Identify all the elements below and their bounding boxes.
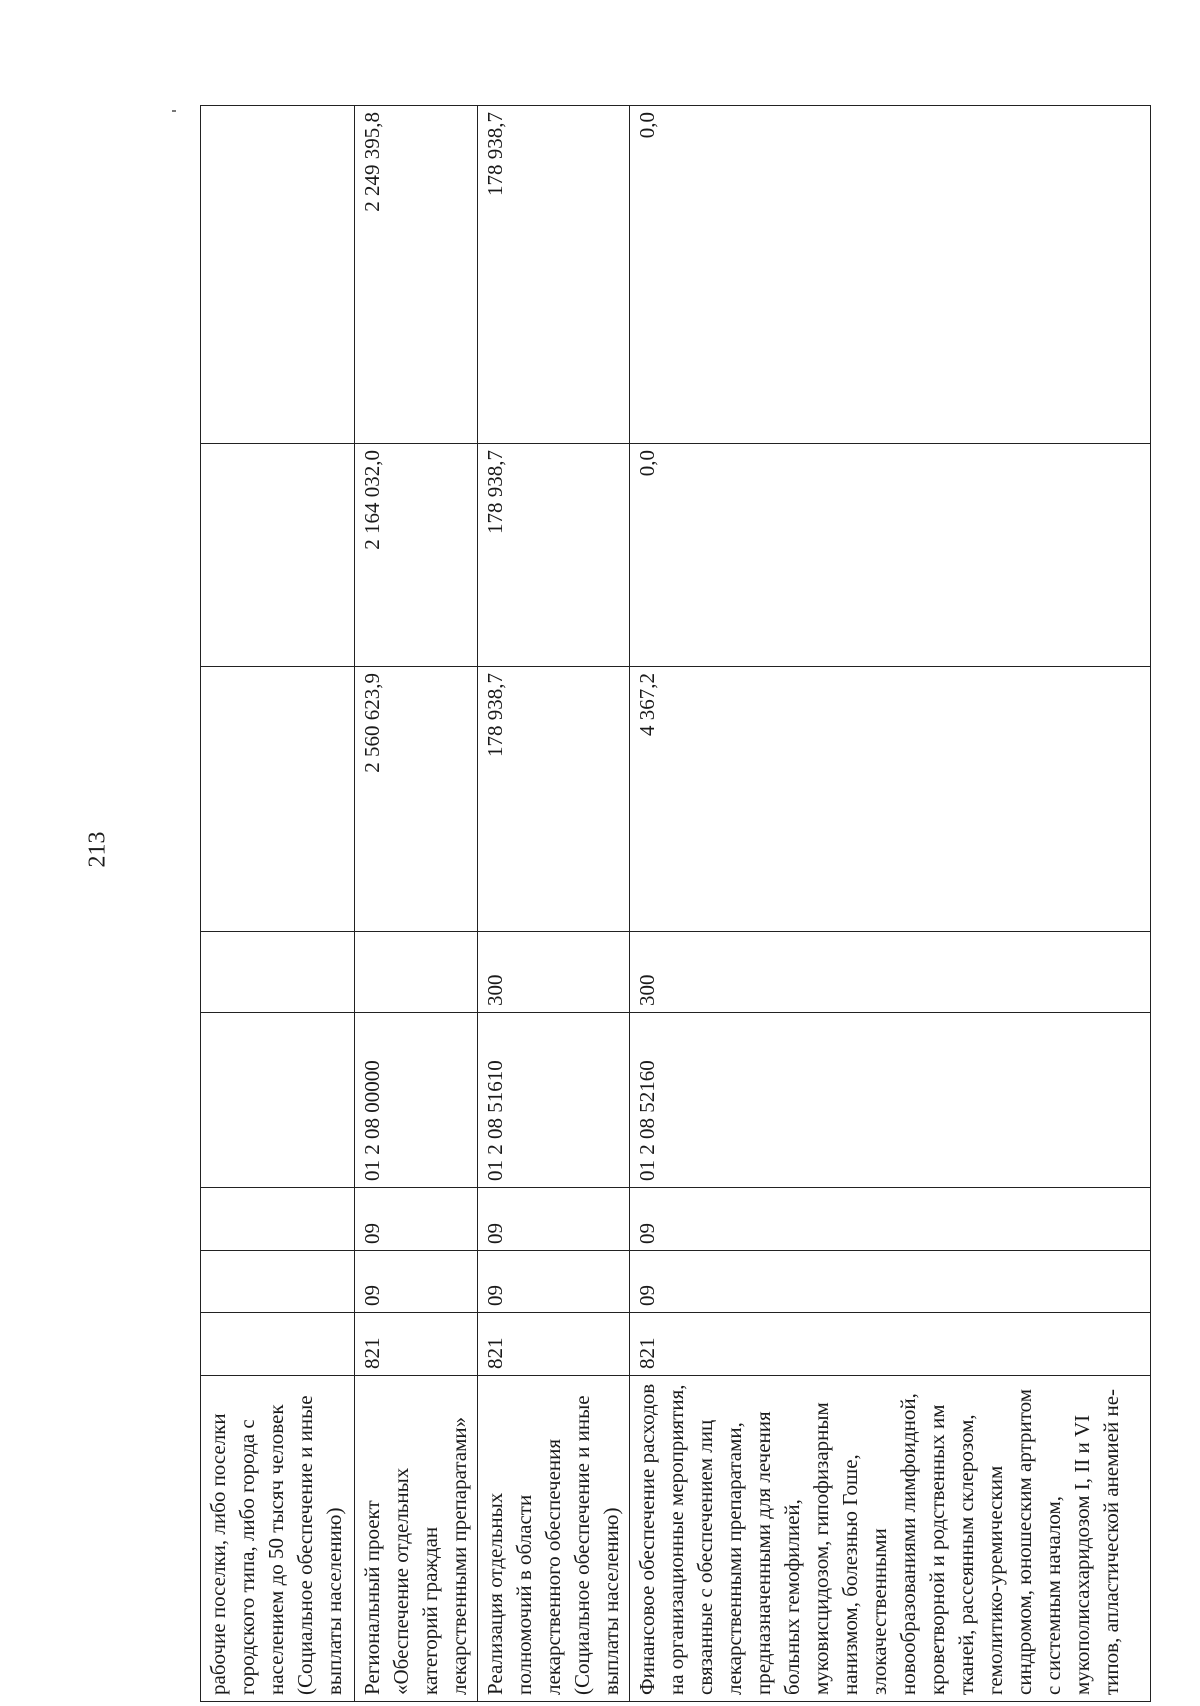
row-description: Реализация отдельных полномочий в области лекарственного обеспечения (Социальное обеспечение и иные выплаты населению) — [478, 1376, 630, 1702]
amount-year1 — [201, 667, 355, 932]
amount-year2 — [201, 444, 355, 667]
ministry-code — [201, 1313, 355, 1376]
rotated-table-container — [200, 106, 1123, 1702]
subsection-code: 09 — [630, 1188, 1151, 1251]
ministry-code: 821 — [355, 1313, 478, 1376]
amount-year1: 178 938,7 — [478, 667, 630, 932]
table-row — [630, 106, 1151, 1702]
amount-year2: 0,0 — [630, 444, 1151, 667]
subsection-code: 09 — [355, 1188, 478, 1251]
subsection-code: 09 — [478, 1188, 630, 1251]
stray-mark — [172, 110, 176, 112]
row-description: рабочие поселки, либо поселки городского типа, либо города с населением до 50 тысяч человек (Социальное обеспечение и иные выплаты населению) — [201, 1376, 355, 1702]
amount-year3: 0,0 — [630, 106, 1151, 444]
target-article-code — [201, 1013, 355, 1188]
target-article-code: 01 2 08 51610 — [478, 1013, 630, 1188]
section-code: 09 — [630, 1251, 1151, 1313]
amount-year1: 4 367,2 — [630, 667, 1151, 932]
table-wrapper — [200, 106, 1123, 1702]
target-article-code: 01 2 08 52160 — [630, 1013, 1151, 1188]
ministry-code: 821 — [630, 1313, 1151, 1376]
expense-type-code: 300 — [630, 932, 1151, 1013]
amount-year2: 178 938,7 — [478, 444, 630, 667]
expense-type-code — [201, 932, 355, 1013]
amount-year2: 2 164 032,0 — [355, 444, 478, 667]
section-code: 09 — [478, 1251, 630, 1313]
amount-year3: 2 249 395,8 — [355, 106, 478, 444]
budget-table — [200, 105, 1151, 1702]
page-number: 213 — [84, 831, 111, 868]
amount-year3 — [201, 106, 355, 444]
section-code — [201, 1251, 355, 1313]
row-description: Региональный проект «Обеспечение отдельных категорий граждан лекарственными препаратами» — [355, 1376, 478, 1702]
section-code: 09 — [355, 1251, 478, 1313]
amount-year1: 2 560 623,9 — [355, 667, 478, 932]
expense-type-code: 300 — [478, 932, 630, 1013]
expense-type-code — [355, 932, 478, 1013]
ministry-code: 821 — [478, 1313, 630, 1376]
table-row — [478, 106, 630, 1702]
target-article-code: 01 2 08 00000 — [355, 1013, 478, 1188]
amount-year3: 178 938,7 — [478, 106, 630, 444]
table-row — [201, 106, 355, 1702]
row-description: Финансовое обеспечение расходов на организационные мероприятия, связанные с обеспечением лиц лекарственными препаратами, предназначенными для лечения больных гемофилией, муковисцидозом, гипофизарным нанизмом, болезнью Гоше, злокачественными новообразованиями лимфоидной, кроветворной и родственных им тканей, рассеянным склерозом, гемолитико-уремическим синдромом, юношеским артритом с системным началом, мукополисахаридозом I, II и VI типов, апластической анемией не- — [630, 1376, 1151, 1702]
table-row — [355, 106, 478, 1702]
subsection-code — [201, 1188, 355, 1251]
